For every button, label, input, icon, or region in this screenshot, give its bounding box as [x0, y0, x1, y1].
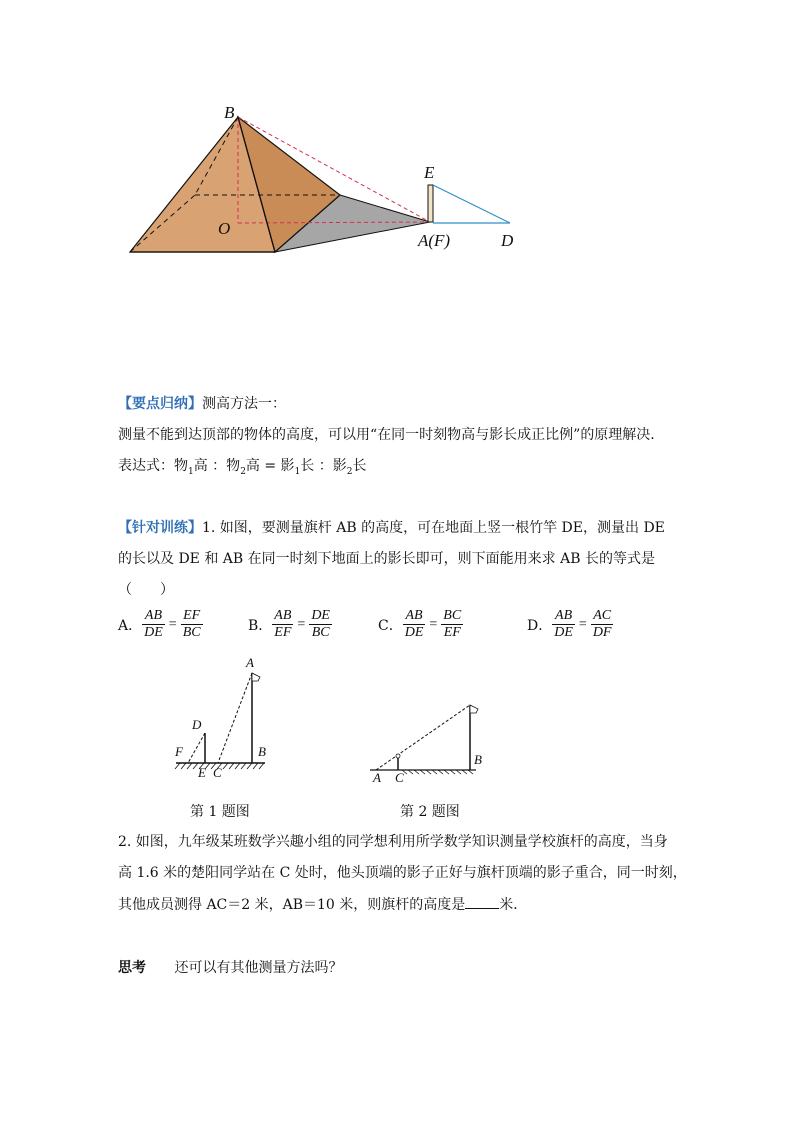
- q1-paren: （ ）: [118, 582, 174, 598]
- label-af: A(F): [418, 231, 451, 250]
- figure-1-diagram: [170, 655, 280, 785]
- q2-line2: 高 1.6 米的楚阳同学站在 C 处时，他头顶端的影子正好与旗杆顶端的影子重合，同一时刻，: [118, 865, 687, 881]
- pyramid-diagram: [120, 95, 540, 265]
- summary-line1: 测量不能到达顶部的物体的高度，可以用“在同一时刻物高与影长成正比例”的原理解决.: [118, 427, 655, 443]
- summary-heading: [118, 394, 286, 414]
- pyramid-figure: [120, 95, 540, 265]
- figure-2: A C B: [366, 690, 496, 790]
- q2-line1: 2. 如图，九年级某班数学兴趣小组的同学想利用所学数学知识测量学校旗杆的高度，当身: [118, 834, 668, 850]
- think-row: [118, 958, 342, 978]
- option-c[interactable]: C． $\frac{AB}{DE}$ = $\frac{BC}{EF}$: [378, 608, 462, 640]
- option-b[interactable]: B． $\frac{AB}{EF}$ = $\frac{DE}{BC}$: [248, 608, 330, 640]
- q1-line2: 的长以及 DE 和 AB 在同一时刻下地面上的影长即可，则下面能用来求 AB 长的等式是: [118, 551, 655, 567]
- label-e: E: [424, 163, 435, 182]
- label-d: D: [501, 231, 514, 250]
- summary-tag: 【要点归纳】: [118, 396, 202, 412]
- label-b: B: [224, 103, 235, 122]
- practice-tag: 【针对训练】: [118, 520, 202, 536]
- pole-ef: [428, 185, 433, 222]
- think-label: 思考: [118, 960, 146, 976]
- figure-2-caption: 第 2 题图: [400, 804, 460, 820]
- q2-line3: 其他成员测得 AC＝2 米，AB＝10 米，则旗杆的高度是 米．: [118, 894, 527, 915]
- option-a[interactable]: A． $\frac{AB}{DE}$ = $\frac{EF}{BC}$: [118, 608, 201, 640]
- summary-expression: 表达式：物$_1$高 ：物$_2$高 = 影$_1$长 ：影$_2$长: [118, 458, 367, 477]
- label-o: O: [218, 219, 231, 238]
- think-text: 还可以有其他测量方法吗？: [174, 960, 343, 976]
- figure-2-diagram: [366, 690, 496, 790]
- q1-line1: 【针对训练】1. 如图，要测量旗杆 AB 的高度，可在地面上竖一根竹竿 DE，测量出 DE: [118, 520, 665, 536]
- answer-blank[interactable]: [465, 894, 499, 909]
- option-d[interactable]: D． $\frac{AB}{DE}$ = $\frac{AC}{DF}$: [527, 608, 612, 640]
- figure-1-caption: 第 1 题图: [190, 804, 250, 820]
- figure-1: A D F E C B: [170, 655, 280, 785]
- summary-title: 测高方法一：: [202, 396, 286, 412]
